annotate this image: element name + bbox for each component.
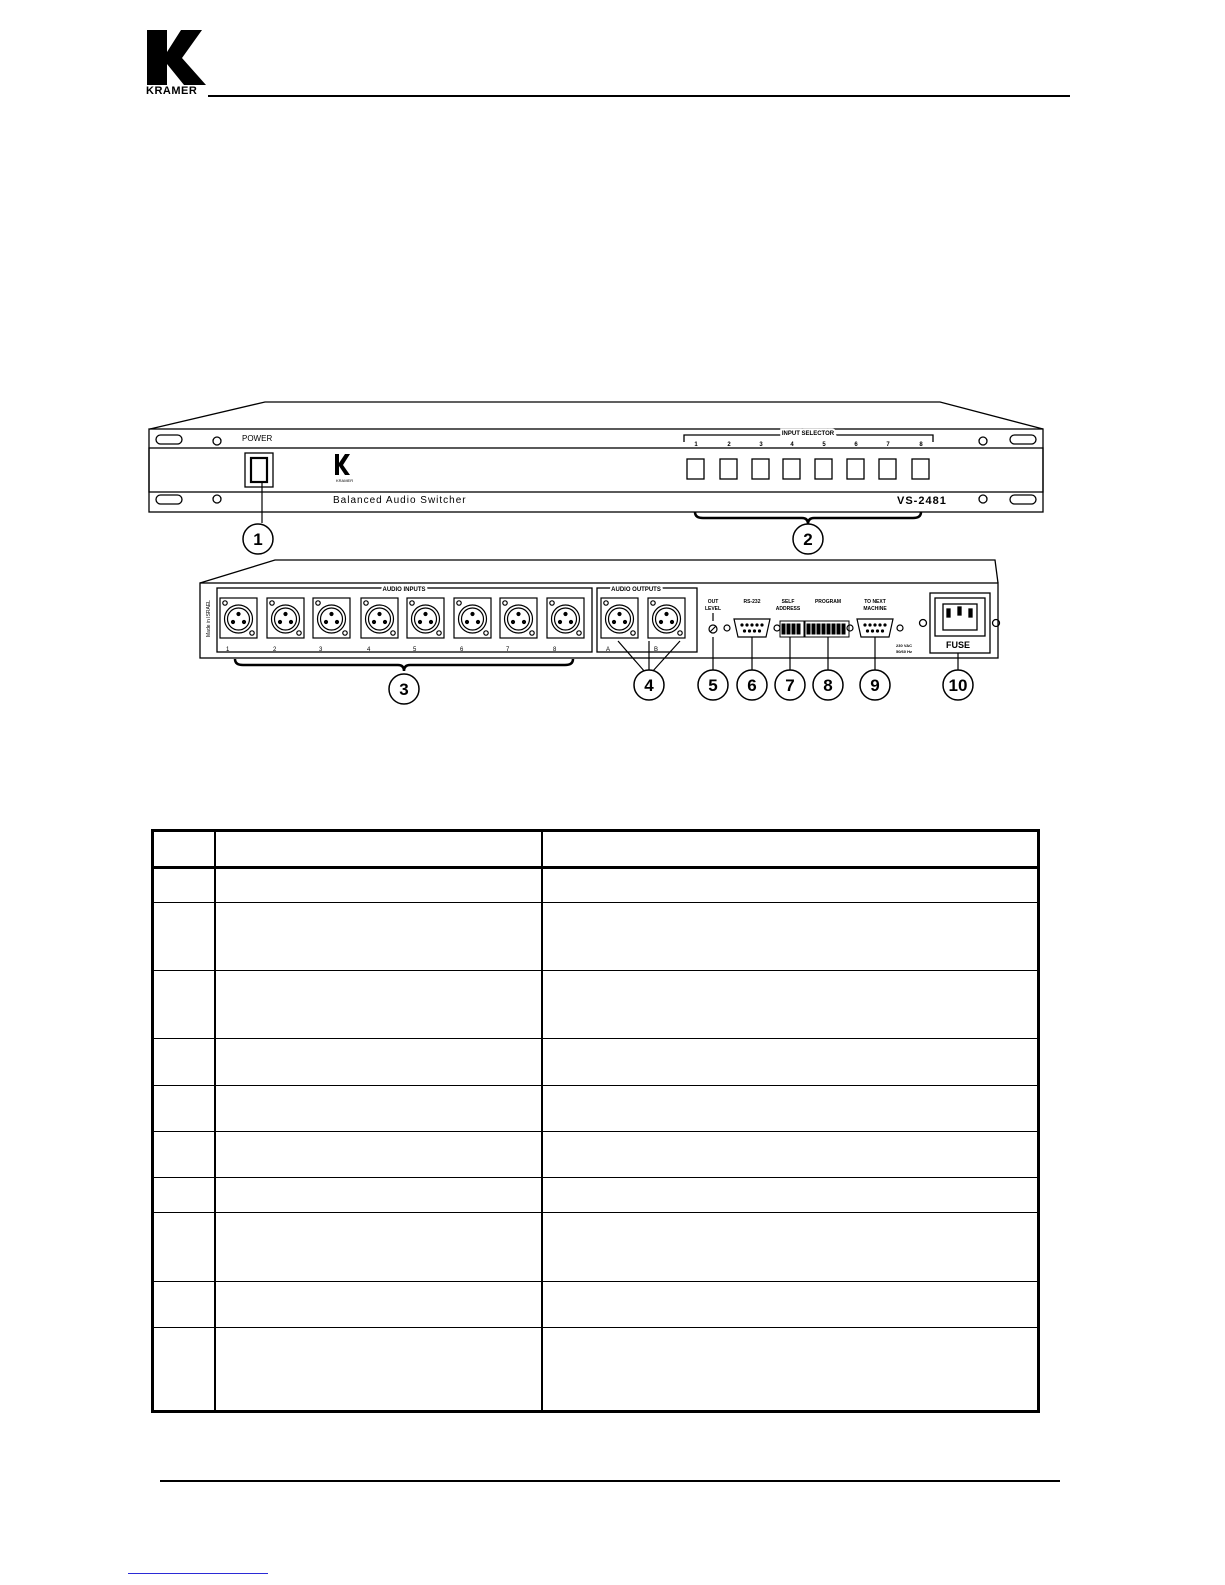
xlr-input-connector (547, 598, 584, 638)
out-level-label: OUT (707, 599, 719, 605)
table-cell (154, 971, 214, 1038)
program-dip-switch (805, 621, 849, 637)
table-cell (154, 1282, 214, 1327)
table-row (154, 1038, 1037, 1085)
xlr-output-connector (601, 598, 638, 638)
footer-rule (160, 1480, 1060, 1482)
header-rule (208, 95, 1070, 97)
input-selector-label: INPUT SELECTOR (781, 431, 835, 437)
power-rating: 230 VAC (896, 643, 912, 648)
selector-number: 1 (694, 442, 698, 448)
out-level-label: LEVEL (704, 606, 722, 612)
logo-text: KRAMER (146, 85, 198, 97)
footer-link-underline (128, 1573, 268, 1574)
input-number: 5 (413, 647, 417, 653)
callout-number: 5 (708, 676, 718, 695)
table-row (154, 866, 1037, 902)
front-brand-text: KRAMER (336, 478, 354, 483)
input-number: 3 (319, 647, 323, 653)
table-row (154, 1281, 1037, 1327)
out-level-pot (709, 613, 717, 633)
self-address-label: ADDRESS (775, 606, 801, 612)
audio-inputs-label: AUDIO INPUTS (382, 587, 426, 593)
table-cell (214, 971, 541, 1038)
selector-number: 8 (919, 442, 923, 448)
leader-line (652, 641, 680, 672)
input-number: 1 (226, 647, 230, 653)
audio-inputs-brace (235, 659, 573, 671)
table-cell (541, 1282, 1037, 1327)
table-cell (541, 971, 1037, 1038)
table-cell (154, 1086, 214, 1131)
table-cell (541, 903, 1037, 970)
table-header-row (154, 832, 1037, 866)
input-number: 7 (506, 647, 510, 653)
table-cell (154, 1178, 214, 1212)
power-rating: 50/60 Hz (895, 649, 913, 654)
program-label: PROGRAM (814, 599, 842, 605)
xlr-input-connector (454, 598, 491, 638)
self-address-dip-switch (780, 621, 804, 637)
input-selector-brace (695, 512, 921, 524)
table-cell (214, 1132, 541, 1177)
table-cell (154, 1039, 214, 1085)
selector-number: 5 (822, 442, 826, 448)
table-cell (214, 869, 541, 902)
callout-number: 2 (803, 530, 813, 549)
xlr-input-connector (267, 598, 304, 638)
selector-number: 3 (759, 442, 763, 448)
table-cell (154, 869, 214, 902)
leader-line (618, 641, 645, 672)
rs232-connector (724, 619, 780, 637)
table-cell (214, 1328, 541, 1410)
table-cell (214, 1282, 541, 1327)
product-name: Balanced Audio Switcher (333, 495, 467, 506)
to-next-machine-connector (847, 619, 903, 637)
callout-number: 9 (870, 676, 880, 695)
product-drawing (140, 395, 1055, 715)
callout-number: 10 (948, 676, 968, 695)
selector-number: 4 (790, 442, 794, 448)
audio-outputs-label: AUDIO OUTPUTS (611, 587, 661, 593)
input-number: 6 (460, 647, 464, 653)
rs232-label: RS-232 (743, 599, 761, 605)
table-cell (154, 903, 214, 970)
model-number: VS-2481 (897, 495, 947, 507)
input-number: 8 (553, 647, 557, 653)
xlr-input-connector (361, 598, 398, 638)
table-cell (541, 1213, 1037, 1281)
xlr-input-connector (220, 598, 257, 638)
xlr-input-connector (500, 598, 537, 638)
callout-number: 8 (823, 676, 833, 695)
xlr-output-connector (648, 598, 685, 638)
table-cell (541, 1086, 1037, 1131)
table-header-cell (154, 832, 214, 866)
output-letter: A (606, 647, 611, 653)
power-label: POWER (242, 434, 273, 443)
table-row (154, 1131, 1037, 1177)
to-next-machine-label: MACHINE (863, 606, 887, 612)
input-number: 4 (367, 647, 371, 653)
table-row (154, 970, 1037, 1038)
table-row (154, 1177, 1037, 1212)
input-number: 2 (273, 647, 277, 653)
table-cell (214, 1213, 541, 1281)
table-cell (154, 1328, 214, 1410)
table-cell (541, 1132, 1037, 1177)
table-row (154, 1212, 1037, 1281)
output-letter: B (654, 647, 659, 653)
table-cell (214, 1178, 541, 1212)
callout-number: 7 (785, 676, 795, 695)
table-cell (541, 1328, 1037, 1410)
self-address-label: SELF (781, 599, 795, 605)
table-row (154, 1327, 1037, 1410)
selector-number: 2 (727, 442, 731, 448)
table-cell (541, 869, 1037, 902)
callout-number: 6 (747, 676, 757, 695)
selector-number: 6 (854, 442, 858, 448)
callout-number: 1 (253, 530, 263, 549)
callout-number: 3 (399, 680, 409, 699)
table-cell (154, 1213, 214, 1281)
xlr-input-connector (407, 598, 444, 638)
description-table (151, 829, 1040, 1413)
table-cell (214, 1039, 541, 1085)
xlr-input-connector (313, 598, 350, 638)
table-header-cell (214, 832, 541, 866)
callout-number: 4 (644, 676, 654, 695)
fuse-label: FUSE (945, 640, 971, 650)
table-cell (541, 1178, 1037, 1212)
to-next-machine-label: TO NEXT (864, 599, 886, 605)
table-cell (541, 1039, 1037, 1085)
table-row (154, 1085, 1037, 1131)
selector-number: 7 (886, 442, 890, 448)
table-header-cell (541, 832, 1037, 866)
table-cell (214, 1086, 541, 1131)
table-cell (214, 903, 541, 970)
table-row (154, 902, 1037, 970)
table-cell (154, 1132, 214, 1177)
made-in-label: Made in ISRAEL (206, 600, 212, 637)
